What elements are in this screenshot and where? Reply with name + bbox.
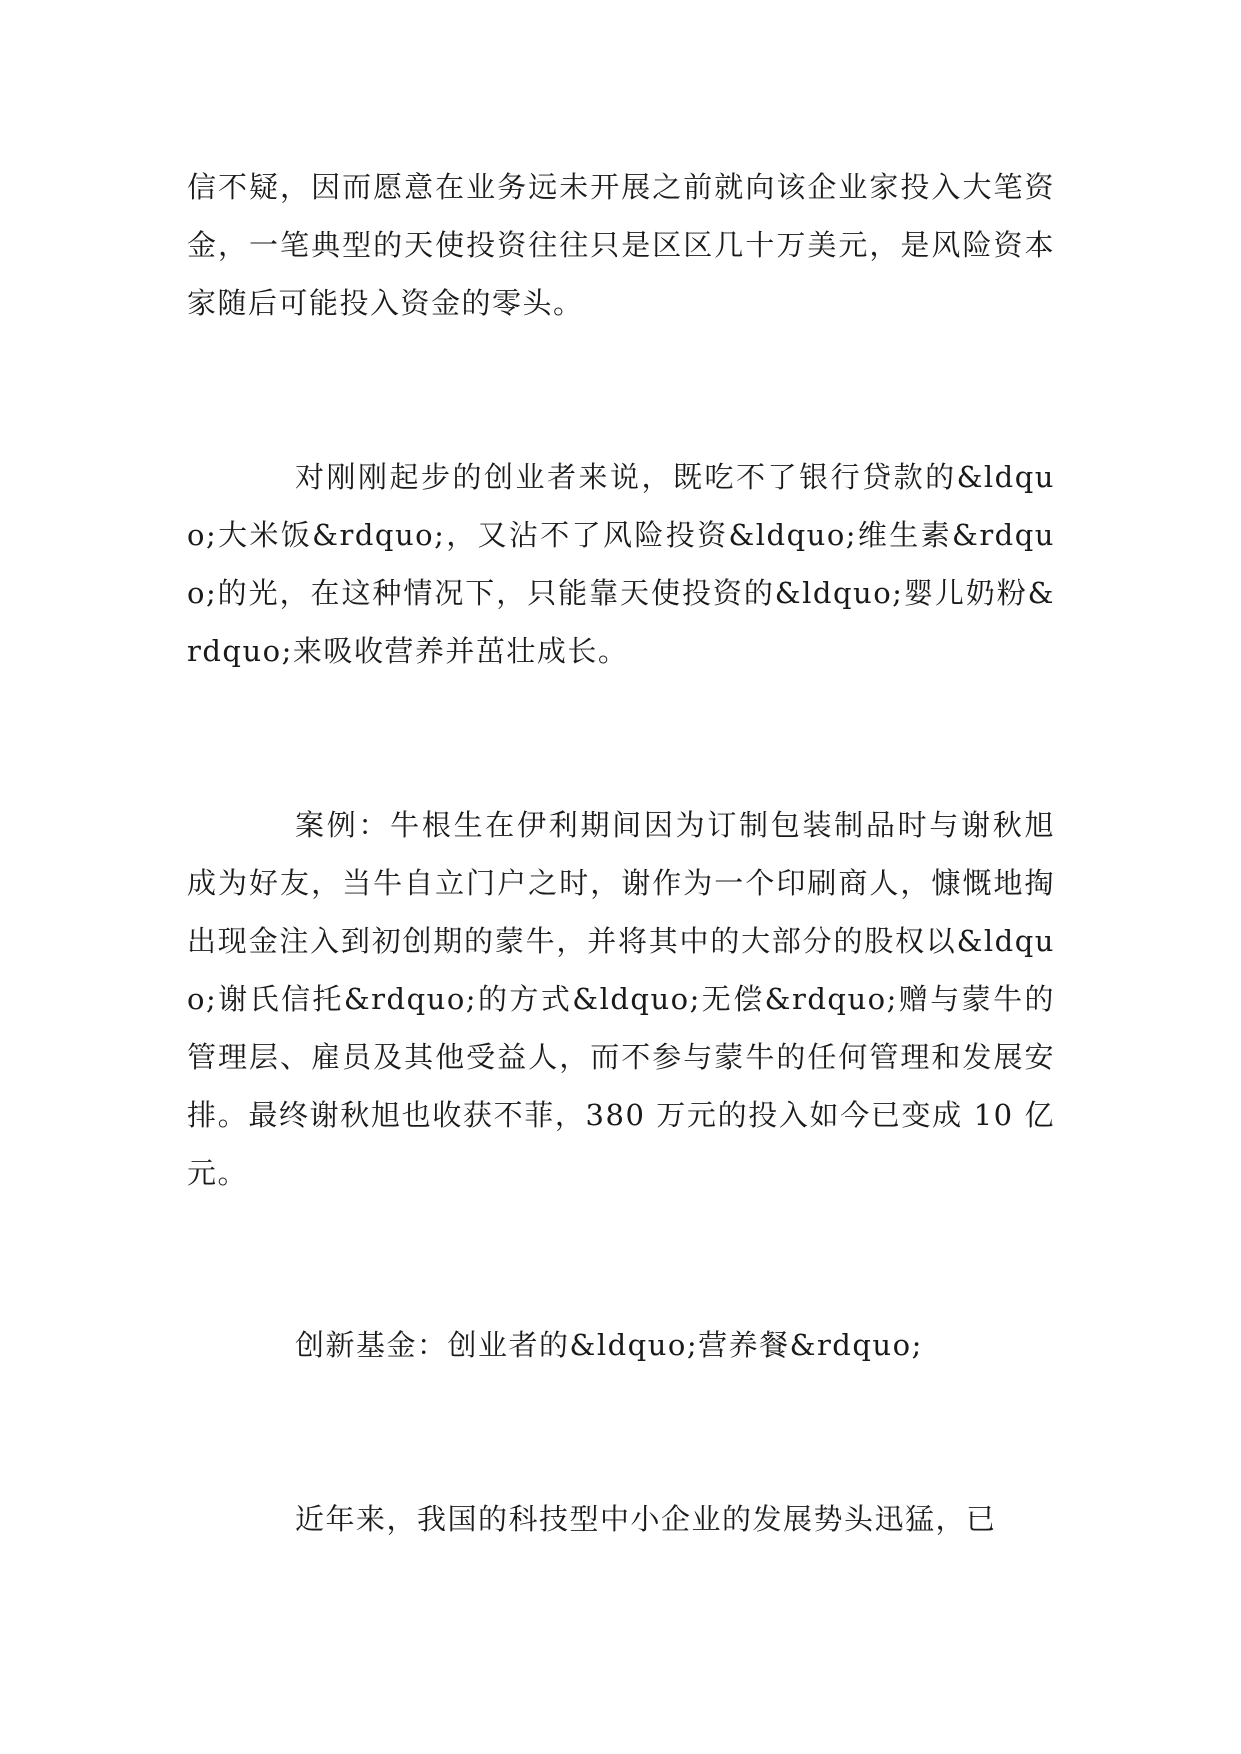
paragraph-tech-smes: 近年来，我国的科技型中小企业的发展势头迅猛，已 [295, 1502, 997, 1536]
paragraph-startup-funding: 对刚刚起步的创业者来说，既吃不了银行贷款的&ldquo;大米饭&rdquo;，又沾不了风险投资&ldquo;维生素&rdquo;的光，在这种情况下，只能靠天使投资的&ldquo;婴儿奶粉&rdquo;来吸收营养并茁壮成长。 [187, 460, 1055, 668]
section-heading-innovation-fund: 创新基金：创业者的&ldquo;营养餐&rdquo; [295, 1328, 923, 1362]
paragraph-case-study: 案例：牛根生在伊利期间因为订制包装制品时与谢秋旭成为好友，当牛自立门户之时，谢作为一个印刷商人，慷慨地掏出现金注入到初创期的蒙牛，并将其中的大部分的股权以&ldquo;谢氏信托&rdquo;的方式&ldquo;无偿&rdquo;赠与蒙牛的管理层、雇员及其他受益人，而不参与蒙牛的任何管理和发展安排。最终谢秋旭也收获不菲，380 万元的投入如今已变成 10 亿元。 [187, 808, 1055, 1190]
paragraph-angel-investment-intro: 信不疑，因而愿意在业务远未开展之前就向该企业家投入大笔资金，一笔典型的天使投资往往只是区区几十万美元，是风险资本家随后可能投入资金的零头。 [187, 170, 1055, 320]
